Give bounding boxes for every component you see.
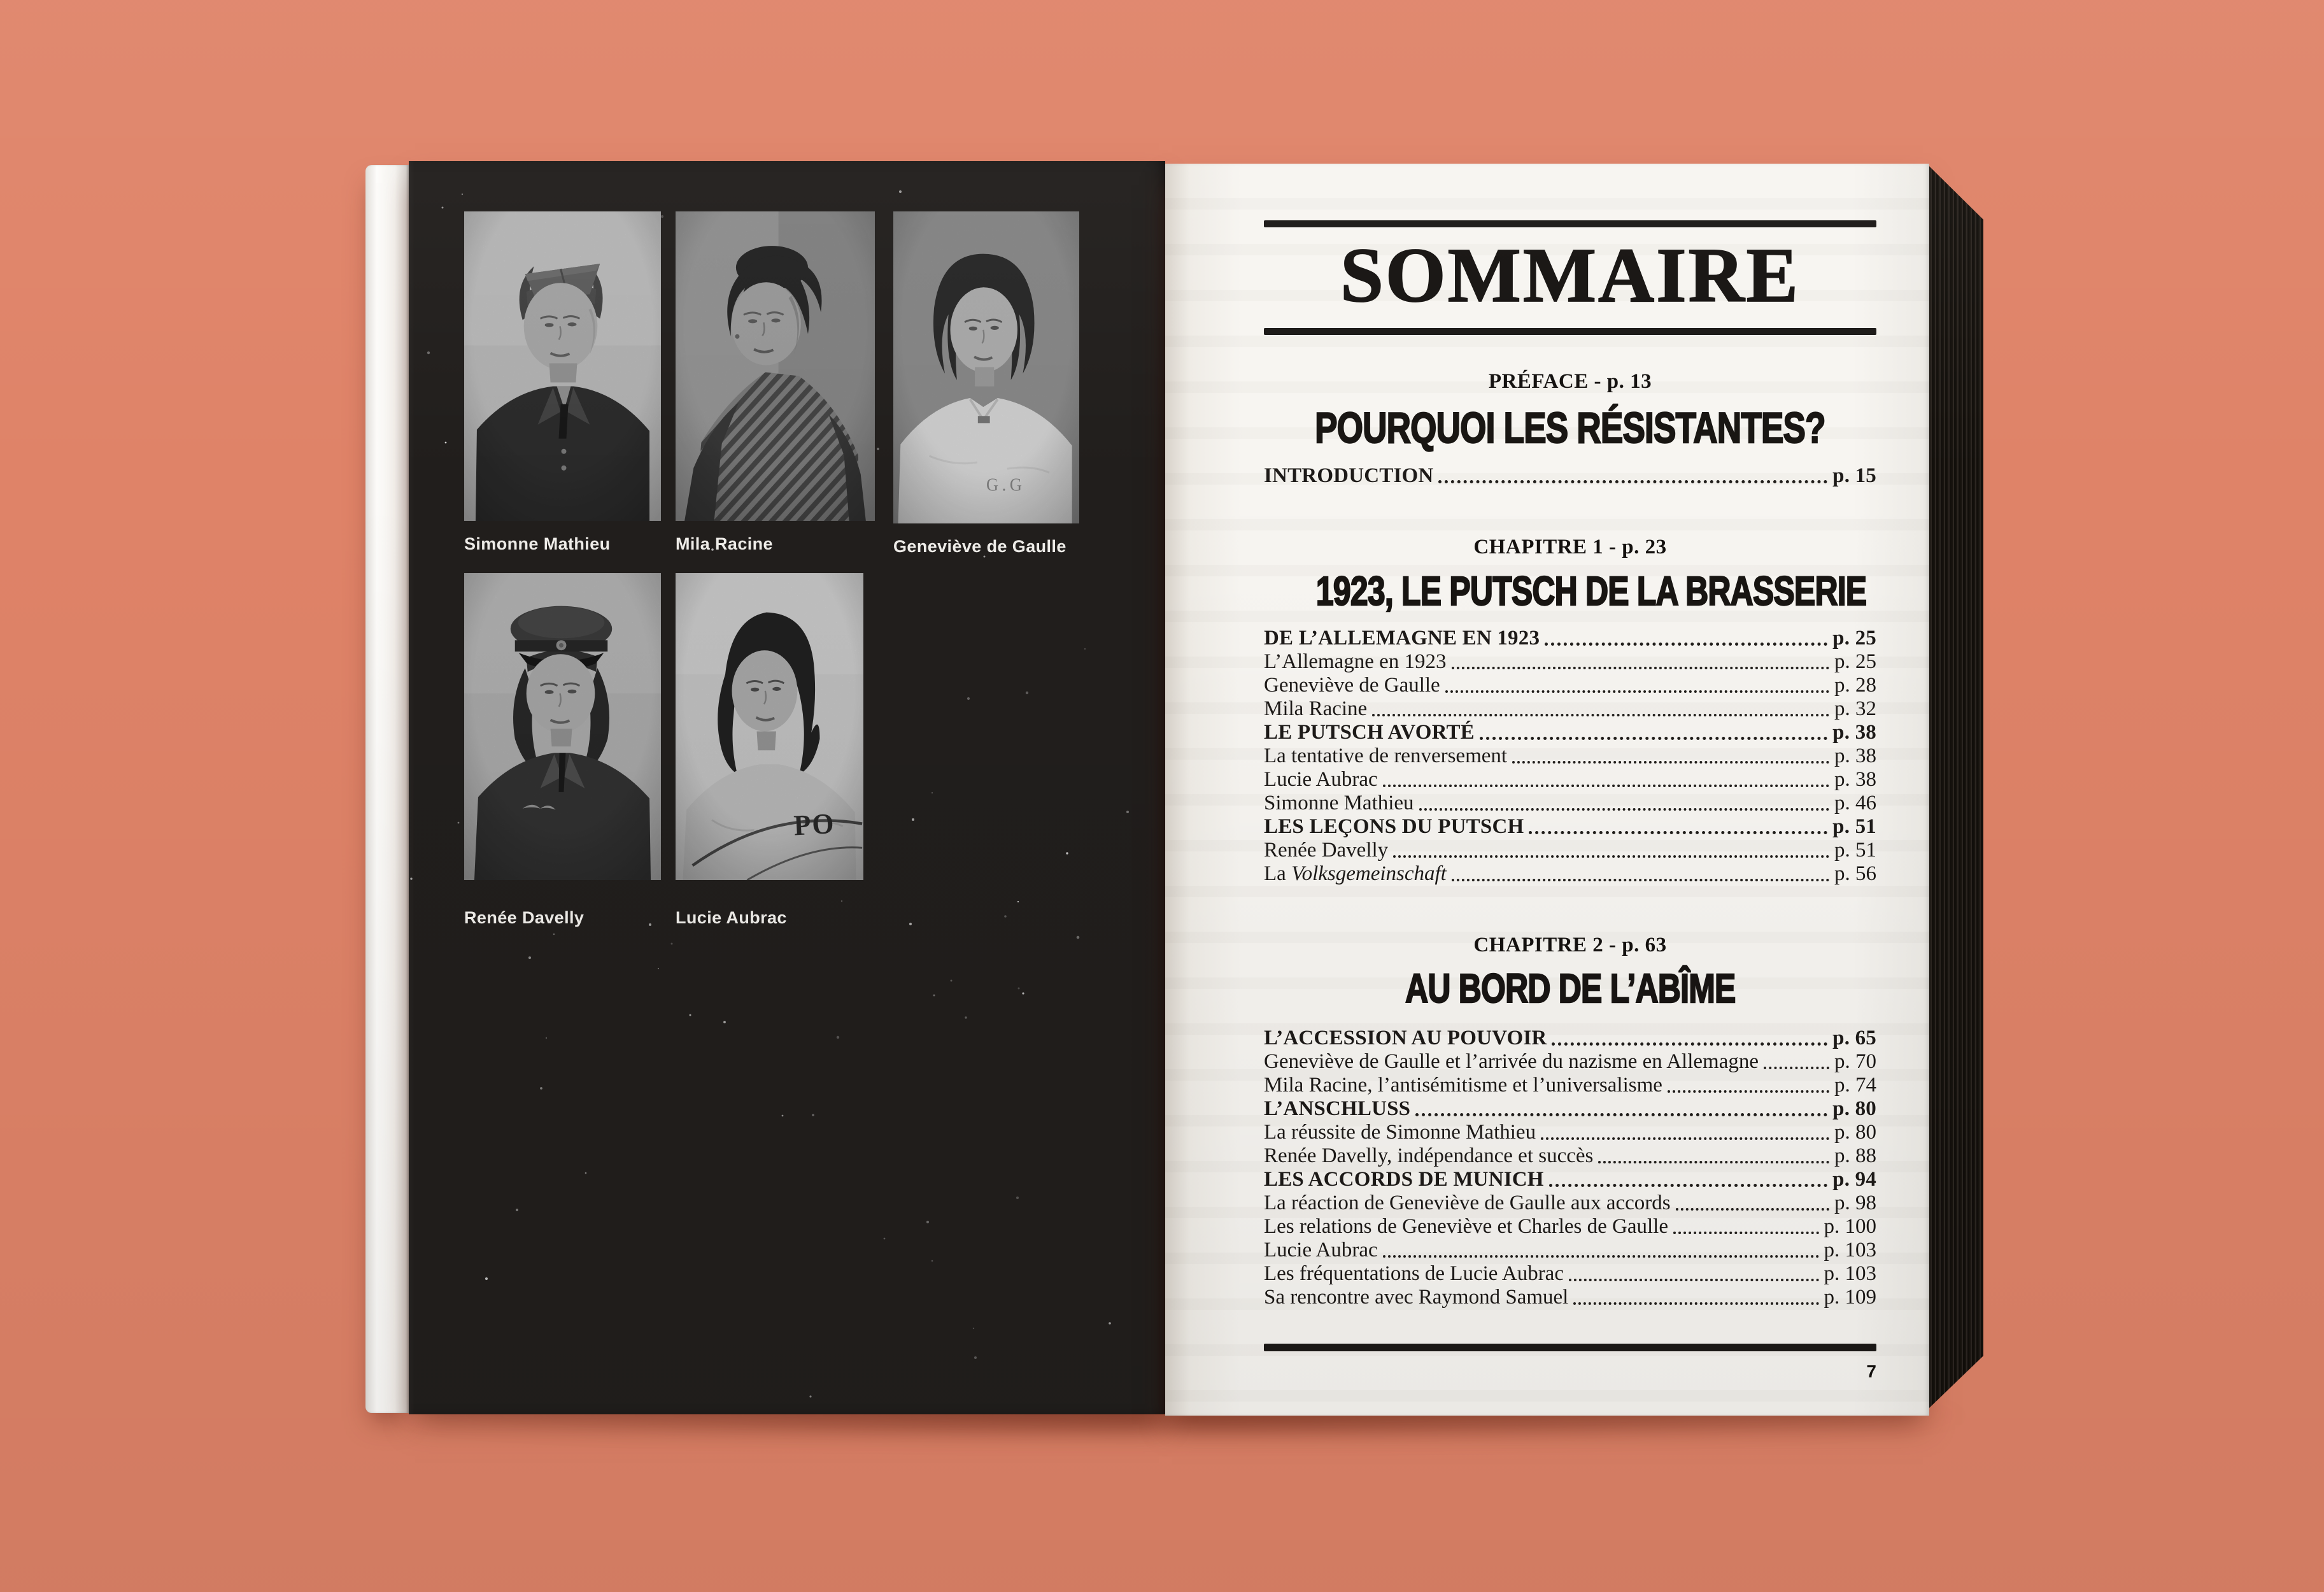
toc-entry-page: p. 25 [1832, 627, 1876, 650]
photo-caption: Mila Racine [676, 534, 773, 553]
dot-leader [1480, 737, 1827, 740]
toc-entry-label: LE PUTSCH AVORTÉ [1264, 721, 1475, 744]
toc-row [1264, 674, 1876, 697]
chapter-heading-text: AU BORD DE L’ABÎME [1405, 965, 1736, 1011]
toc-entry-page: p. 74 [1834, 1074, 1876, 1097]
toc-entry-label: LES ACCORDS DE MUNICH [1264, 1168, 1544, 1191]
toc-entry-label: L’Allemagne en 1923 [1264, 650, 1447, 673]
paper-speckles [409, 161, 410, 162]
portrait-illustration [676, 211, 875, 521]
chapter-heading-text: 1923, LE PUTSCH DE LA BRASSERIE [1315, 568, 1867, 614]
dot-leader [1569, 1279, 1819, 1281]
toc-entry-page: p. 46 [1834, 792, 1876, 814]
toc-row [1264, 1121, 1876, 1144]
toc-row [1264, 697, 1876, 721]
right-page [1165, 164, 1929, 1416]
toc-row [1264, 792, 1876, 815]
toc-entry-page: p. 38 [1834, 768, 1876, 791]
toc-entry-page: p. 94 [1832, 1168, 1876, 1191]
toc-entry-label: Lucie Aubrac [1264, 768, 1378, 791]
main-heading-text: POURQUOI LES RÉSISTANTES? [1315, 404, 1825, 452]
toc-chapter-1 [1264, 627, 1876, 886]
toc-row [1264, 815, 1876, 839]
toc-row [1264, 768, 1876, 792]
toc-entry-label: Renée Davelly [1264, 839, 1389, 862]
toc-entry-label: LES LEÇONS DU PUTSCH [1264, 815, 1524, 838]
toc-row [1264, 1027, 1876, 1050]
toc-entry-page: p. 103 [1824, 1262, 1876, 1285]
portrait-photo [464, 573, 661, 880]
dot-leader [1383, 785, 1829, 787]
toc-entry-page: p. 38 [1832, 721, 1876, 744]
toc-entry-label: Les relations de Geneviève et Charles de Gaulle [1264, 1215, 1668, 1238]
open-book-spread [365, 161, 1983, 1417]
toc-entry-label: Lucie Aubrac [1264, 1239, 1378, 1262]
toc-entry-label: Mila Racine, l’antisémitisme et l’universalisme [1264, 1074, 1662, 1097]
dot-leader [1452, 667, 1829, 669]
dot-leader [1673, 1232, 1819, 1234]
toc-row [1264, 1074, 1876, 1097]
dot-leader [1415, 1113, 1827, 1116]
toc-entry-label: INTRODUCTION [1264, 464, 1434, 487]
toc-entry-page: p. 98 [1834, 1191, 1876, 1214]
portrait-photo [676, 573, 863, 880]
divider-rule [1264, 1344, 1876, 1351]
dot-leader [1452, 879, 1829, 881]
dot-leader [1552, 1042, 1827, 1046]
dot-leader [1764, 1067, 1829, 1069]
divider-rule [1264, 328, 1876, 335]
dot-leader [1419, 808, 1829, 811]
portrait-illustration [464, 573, 661, 880]
dot-leader [1372, 714, 1829, 716]
toc-entry-label: Renée Davelly, indépendance et succès [1264, 1144, 1594, 1167]
toc-row [1264, 1168, 1876, 1191]
toc-row [1264, 721, 1876, 744]
toc-entry-page: p. 25 [1834, 650, 1876, 673]
toc-row [1264, 1050, 1876, 1074]
page-stack-edge [1929, 166, 1983, 1408]
portrait-illustration [464, 211, 661, 521]
dot-leader [1445, 690, 1829, 693]
toc-row [1264, 744, 1876, 768]
toc-row [1264, 1262, 1876, 1286]
dot-leader [1676, 1208, 1829, 1211]
portrait-photo [893, 211, 1079, 523]
toc-entry-page: p. 51 [1834, 839, 1876, 862]
portrait-photo [676, 211, 875, 521]
toc-entry-page: p. 80 [1834, 1121, 1876, 1144]
dot-leader [1529, 831, 1827, 834]
dot-leader [1545, 643, 1827, 646]
photo-caption: Simonne Mathieu [464, 534, 611, 553]
toc-entry-page: p. 38 [1834, 744, 1876, 767]
toc-entry-label: L’ACCESSION AU POUVOIR [1264, 1027, 1547, 1049]
dot-leader [1573, 1302, 1818, 1305]
toc-entry-label: Geneviève de Gaulle [1264, 674, 1440, 697]
page-title: SOMMAIRE [1340, 232, 1801, 318]
toc-entry-page: p. 70 [1834, 1050, 1876, 1073]
toc-row [1264, 862, 1876, 886]
portrait-illustration [893, 211, 1079, 523]
dot-leader [1393, 855, 1829, 858]
toc-row [1264, 1191, 1876, 1215]
toc-row [1264, 464, 1876, 488]
toc-chapter-2 [1264, 1027, 1876, 1309]
toc-entry-page: p. 103 [1824, 1239, 1876, 1262]
dot-leader [1549, 1184, 1827, 1187]
toc-entry-label: La tentative de renversement [1264, 744, 1508, 767]
toc-entry-label: La Volksgemeinschaft [1264, 862, 1447, 885]
toc-row [1264, 1215, 1876, 1239]
left-page [409, 161, 1165, 1414]
chapter-heading [1238, 566, 1902, 616]
page-number: 7 [1866, 1361, 1876, 1381]
toc-row [1264, 650, 1876, 674]
dot-leader [1512, 761, 1829, 764]
toc-entry-page: p. 109 [1824, 1286, 1876, 1309]
toc-entry-label: Sa rencontre avec Raymond Samuel [1264, 1286, 1569, 1309]
toc-entry-label: La réaction de Geneviève de Gaulle aux accords [1264, 1191, 1671, 1214]
toc-entry-page: p. 28 [1834, 674, 1876, 697]
toc-entry-label: DE L’ALLEMAGNE EN 1923 [1264, 627, 1540, 650]
chapter-kicker: CHAPITRE 2 - p. 63 [1473, 934, 1667, 956]
toc-row [1264, 627, 1876, 650]
toc-entry-page: p. 51 [1832, 815, 1876, 838]
page-fore-edge [365, 165, 409, 1413]
toc-row [1264, 839, 1876, 862]
photo-caption: Renée Davelly [464, 908, 585, 927]
photo-caption: Lucie Aubrac [676, 908, 787, 927]
toc-row [1264, 1239, 1876, 1262]
photo-caption: Geneviève de Gaulle [893, 537, 1066, 556]
toc-entry-label: Les fréquentations de Lucie Aubrac [1264, 1262, 1564, 1285]
dot-leader [1383, 1255, 1819, 1258]
toc-entry-label: L’ANSCHLUSS [1264, 1097, 1411, 1120]
toc-entry-page: p. 15 [1832, 464, 1876, 487]
main-heading [1238, 402, 1902, 454]
toc-entry-label: Simonne Mathieu [1264, 792, 1414, 814]
portrait-illustration [676, 573, 863, 880]
dot-leader [1438, 480, 1827, 483]
toc-entry-page: p. 88 [1834, 1144, 1876, 1167]
toc-entry-page: p. 65 [1832, 1027, 1876, 1049]
preface-line: PRÉFACE - p. 13 [1488, 370, 1652, 393]
toc-row [1264, 1286, 1876, 1309]
toc-entry-page: p. 80 [1832, 1097, 1876, 1120]
chapter-kicker: CHAPITRE 1 - p. 23 [1473, 536, 1667, 558]
portrait-photo [464, 211, 661, 521]
chapter-heading [1238, 963, 1902, 1013]
toc-entry-label: La réussite de Simonne Mathieu [1264, 1121, 1536, 1144]
dot-leader [1668, 1090, 1829, 1093]
toc-entry-label: Mila Racine [1264, 697, 1368, 720]
toc-row [1264, 1144, 1876, 1168]
toc-entry-page: p. 56 [1834, 862, 1876, 885]
toc-entry-page: p. 100 [1824, 1215, 1876, 1238]
toc-entry-label: Geneviève de Gaulle et l’arrivée du nazisme en Allemagne [1264, 1050, 1759, 1073]
toc-introduction [1264, 464, 1876, 488]
dot-leader [1541, 1137, 1829, 1140]
toc-row [1264, 1097, 1876, 1121]
toc-entry-page: p. 32 [1834, 697, 1876, 720]
dot-leader [1598, 1161, 1829, 1163]
